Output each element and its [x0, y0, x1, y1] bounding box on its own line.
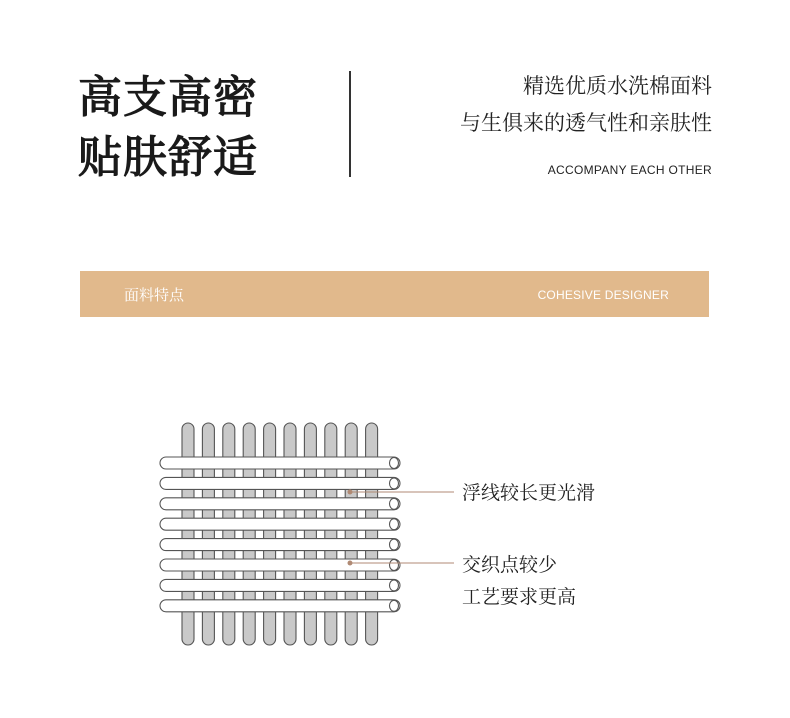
- callout-interlacing: [462, 549, 576, 613]
- tagline: ACCOMPANY EACH OTHER: [547, 163, 712, 177]
- weft-thread-end: [390, 580, 399, 591]
- headline: [78, 68, 258, 188]
- horizontal-threads: [160, 457, 400, 612]
- weave-illustration: [150, 415, 460, 655]
- weft-thread-end: [390, 560, 399, 571]
- weft-thread-end: [390, 519, 399, 530]
- weft-thread: [160, 539, 400, 551]
- weft-thread: [160, 518, 400, 530]
- weft-thread: [160, 600, 400, 612]
- section-band: [80, 271, 709, 317]
- weft-thread: [160, 498, 400, 510]
- weft-thread: [160, 457, 400, 469]
- vertical-divider: [349, 71, 351, 177]
- weft-thread: [160, 579, 400, 591]
- callout-float-yarn-text: 浮线较长更光滑: [462, 482, 596, 504]
- weft-thread: [160, 559, 400, 571]
- weft-thread-end: [390, 539, 399, 550]
- callout-interlacing-line-1: 交织点较少: [462, 554, 558, 576]
- section-title: 面料特点: [124, 286, 185, 304]
- callout-float-yarn: [462, 477, 595, 509]
- weft-thread-end: [390, 478, 399, 489]
- weft-thread-end: [390, 498, 399, 509]
- weft-thread: [160, 477, 400, 489]
- callout-interlacing-line-2: 工艺要求更高: [462, 586, 577, 608]
- section-subtitle: COHESIVE DESIGNER: [537, 288, 669, 302]
- weft-thread-end: [390, 458, 399, 469]
- headline-line-2: 贴肤舒适: [78, 132, 258, 183]
- headline-line-1: 高支高密: [78, 72, 258, 123]
- description-block: [460, 68, 712, 177]
- description-line-2: 与生俱来的透气性和亲肤性: [460, 111, 712, 135]
- weft-thread-end: [390, 600, 399, 611]
- description-line-1: 精选优质水洗棉面料: [523, 74, 712, 98]
